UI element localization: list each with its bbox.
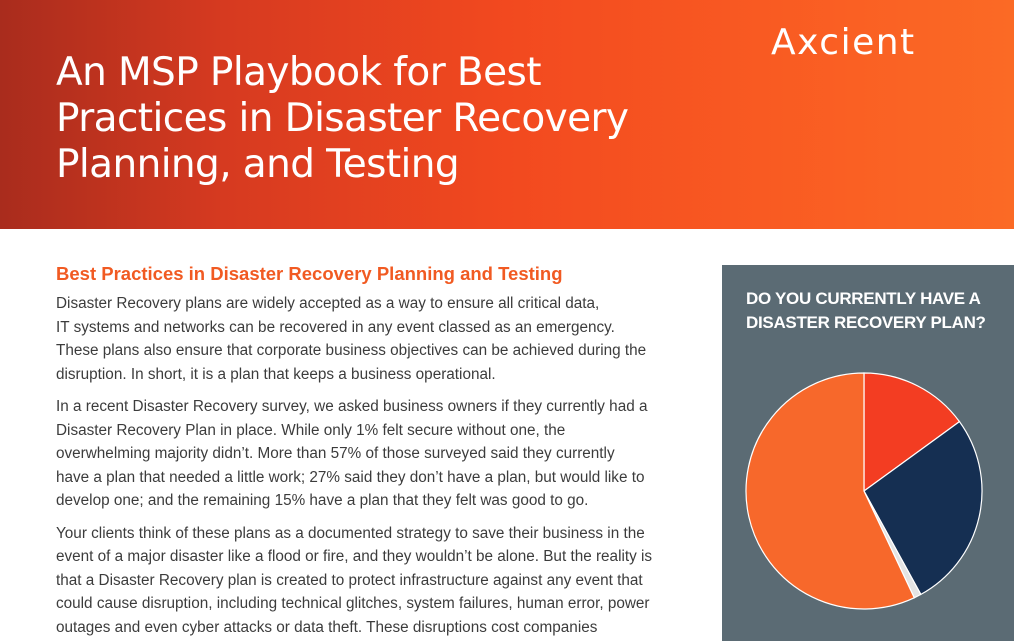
title-line: Planning, and Testing [56, 142, 460, 187]
chart-title-line: DISASTER RECOVERY PLAN? [746, 313, 986, 332]
chart-title-line: DO YOU CURRENTLY HAVE A [746, 289, 981, 308]
paragraph-line: IT systems and networks can be recovered in any event classed as an emergency. [56, 318, 615, 336]
pie-chart-container [722, 265, 1014, 641]
paragraph-line: Disaster Recovery Plan in place. While only 1% felt secure without one, the [56, 421, 566, 439]
header-banner [0, 0, 1014, 229]
paragraph [56, 395, 686, 513]
axcient-logo: Axcient [771, 22, 916, 63]
paragraph-line: outages and even cyber attacks or data theft. These disruptions cost companies [56, 618, 598, 636]
paragraph-line: In a recent Disaster Recovery survey, we asked business owners if they currently had a [56, 398, 648, 415]
title-line: Practices in Disaster Recovery [56, 96, 629, 141]
paragraph-line: have a plan that needed a little work; 27% said they don’t have a plan, but would like to [56, 468, 645, 486]
section-heading: Best Practices in Disaster Recovery Planning and Testing [56, 263, 563, 284]
survey-sidebar [722, 265, 1014, 641]
document-title [56, 50, 696, 188]
paragraph-line: that a Disaster Recovery plan is created to protect infrastructure against any event that [56, 571, 643, 589]
paragraph-line: Disaster Recovery plans are widely accepted as a way to ensure all critical data, [56, 295, 600, 312]
article-body [56, 262, 686, 641]
paragraph-line: overwhelming majority didn’t. More than 57% of those surveyed said they currently [56, 445, 615, 462]
title-line: An MSP Playbook for Best [56, 50, 541, 95]
paragraph-line: event of a major disaster like a flood or fire, and they wouldn’t be alone. But the reality is [56, 548, 653, 565]
paragraph-line: disruption. In short, it is a plan that keeps a business operational. [56, 365, 496, 383]
pie-chart [722, 265, 1014, 641]
paragraph [56, 292, 686, 386]
paragraph [56, 522, 686, 640]
paragraph-line: could cause disruption, including technical glitches, system failures, human error, power [56, 595, 650, 612]
paragraph-line: Your clients think of these plans as a documented strategy to save their business in the [56, 524, 645, 542]
paragraph-line: These plans also ensure that corporate business objectives can be achieved during the [56, 342, 647, 359]
paragraph-line: develop one; and the remaining 15% have a plan that they felt was good to go. [56, 492, 589, 509]
